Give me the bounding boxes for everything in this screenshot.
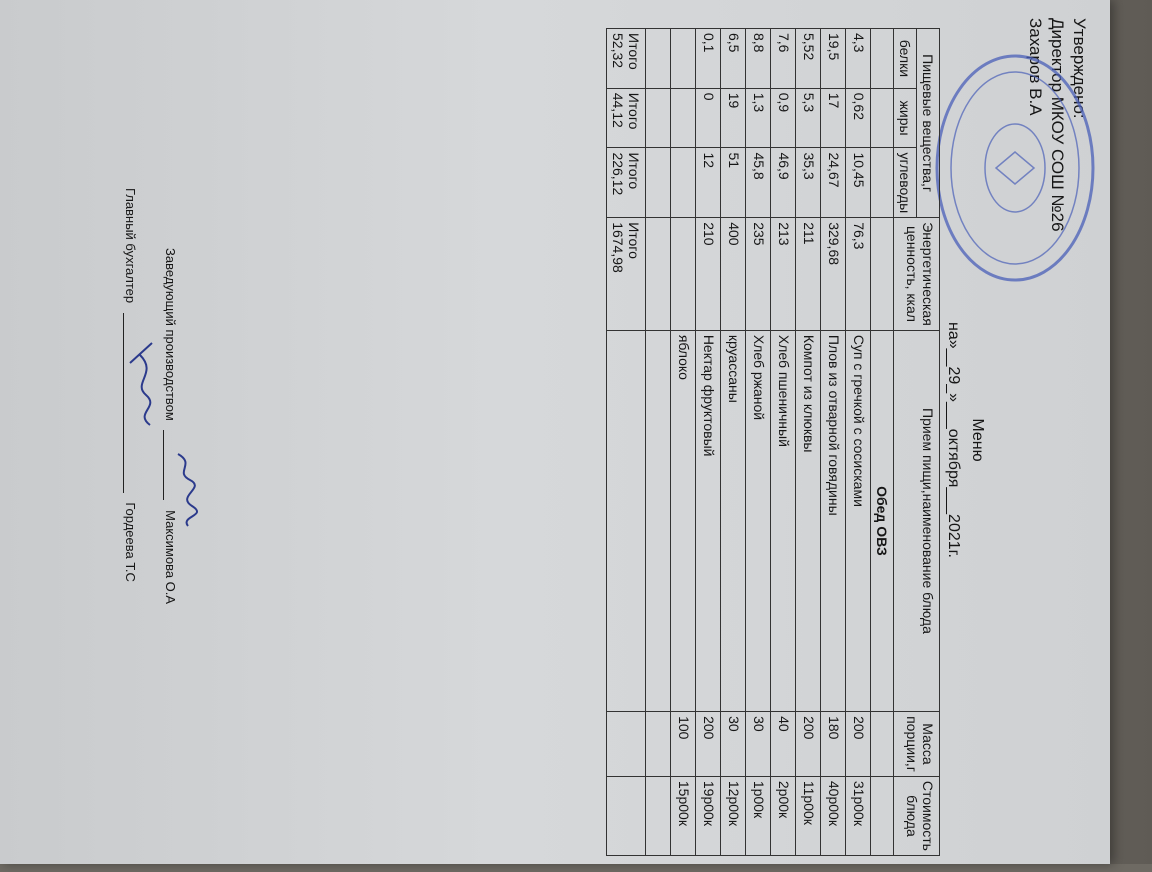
header-mass: Масса порции,г xyxy=(894,712,940,777)
table-row xyxy=(846,29,871,856)
cell-proteins xyxy=(646,29,671,89)
cell-mass xyxy=(646,712,671,777)
header-row xyxy=(917,29,940,856)
total-proteins: Итого 52,32 xyxy=(607,29,646,89)
table-row xyxy=(746,29,771,856)
cell-carbs: 51 xyxy=(721,148,746,218)
cell-proteins xyxy=(671,29,696,89)
cell-dish: Компот из клюквы xyxy=(796,330,821,711)
cell-mass: 200 xyxy=(846,712,871,777)
cell-mass: 100 xyxy=(671,712,696,777)
cell-fats: 5,3 xyxy=(796,88,821,148)
cell-energy: 76,3 xyxy=(846,218,871,331)
cell-mass: 30 xyxy=(721,712,746,777)
date-line: на»__29_»___октября___2021г. xyxy=(945,322,962,558)
cell-cost: 31р00к xyxy=(846,776,871,855)
cell-proteins: 4,3 xyxy=(846,29,871,89)
cell-fats xyxy=(671,88,696,148)
table-row xyxy=(696,29,721,856)
cell-dish: Нектар фруктовый xyxy=(696,330,721,711)
cell-cost: 12р00к xyxy=(721,776,746,855)
approval-line-3: Захаров В.А xyxy=(1026,18,1045,116)
cell-proteins: 5,52 xyxy=(796,29,821,89)
page-title: Меню xyxy=(969,418,986,462)
cell-carbs: 45,8 xyxy=(746,148,771,218)
cell-carbs: 12 xyxy=(696,148,721,218)
accountant-signature xyxy=(123,188,138,582)
table-row xyxy=(821,29,846,856)
cell-proteins: 0,1 xyxy=(696,29,721,89)
total-energy: Итого 1674,98 xyxy=(607,218,646,331)
cell-fats: 0 xyxy=(696,88,721,148)
cell-carbs: 46,9 xyxy=(771,148,796,218)
cell-dish: Плов из отварной говядины xyxy=(821,330,846,711)
cell-cost: 2р00к xyxy=(771,776,796,855)
cell-cost: 19р00к xyxy=(696,776,721,855)
cell-mass: 30 xyxy=(746,712,771,777)
cell-carbs xyxy=(646,148,671,218)
cell-fats: 0,62 xyxy=(846,88,871,148)
total-fats: Итого 44,12 xyxy=(607,88,646,148)
header-fats: жиры xyxy=(894,88,917,148)
cell-fats: 1,3 xyxy=(746,88,771,148)
header-carbs: углеводы xyxy=(894,148,917,218)
cell-energy: 329,68 xyxy=(821,218,846,331)
header-nutrients: Пищевые вещества,г xyxy=(917,29,940,218)
approval-block xyxy=(1024,18,1090,278)
cell-cost: 11р00к xyxy=(796,776,821,855)
cell-energy xyxy=(671,218,696,331)
cell-proteins: 7,6 xyxy=(771,29,796,89)
table-row xyxy=(721,29,746,856)
cell-mass: 180 xyxy=(821,712,846,777)
header-meal: Прием пищи,наименование блюда xyxy=(894,330,940,711)
menu-rows xyxy=(646,29,871,856)
cell-dish: круассаны xyxy=(721,330,746,711)
cell-cost: 15р00к xyxy=(671,776,696,855)
table-row xyxy=(646,29,671,856)
accountant-name: Гордеева Т.С xyxy=(123,502,138,582)
cell-dish xyxy=(646,330,671,711)
cell-proteins: 8,8 xyxy=(746,29,771,89)
approval-line-2: Директор МКОУ СОШ №26 xyxy=(1048,18,1067,232)
cell-cost: 40р00к xyxy=(821,776,846,855)
total-carbs: Итого 226,12 xyxy=(607,148,646,218)
cell-fats xyxy=(646,88,671,148)
cell-mass: 40 xyxy=(771,712,796,777)
handwritten-signature xyxy=(170,450,200,530)
cell-energy: 213 xyxy=(771,218,796,331)
cell-dish: яблоко xyxy=(671,330,696,711)
section-row xyxy=(871,29,894,856)
cell-energy xyxy=(646,218,671,331)
cell-carbs xyxy=(671,148,696,218)
section-title: Обед ОВЗ xyxy=(871,330,894,711)
cell-dish: Хлеб ржаной xyxy=(746,330,771,711)
cell-energy: 235 xyxy=(746,218,771,331)
cell-mass: 200 xyxy=(696,712,721,777)
cell-dish: Суп с гречкой с сосисками xyxy=(846,330,871,711)
production-signature xyxy=(163,248,178,604)
production-name: Максимова О.А xyxy=(163,510,178,605)
cell-energy: 210 xyxy=(696,218,721,331)
cell-fats: 19 xyxy=(721,88,746,148)
table-row xyxy=(771,29,796,856)
cell-carbs: 24,67 xyxy=(821,148,846,218)
table-row xyxy=(671,29,696,856)
cell-proteins: 6,5 xyxy=(721,29,746,89)
cell-fats: 0,9 xyxy=(771,88,796,148)
production-signature-line xyxy=(163,430,178,500)
menu-table xyxy=(606,28,940,856)
table-row xyxy=(796,29,821,856)
approval-line-1: Утверждено: xyxy=(1070,18,1089,119)
handwritten-signature xyxy=(126,333,160,433)
cell-cost xyxy=(646,776,671,855)
cell-energy: 211 xyxy=(796,218,821,331)
cell-energy: 400 xyxy=(721,218,746,331)
cell-carbs: 35,3 xyxy=(796,148,821,218)
cell-proteins: 19,5 xyxy=(821,29,846,89)
cell-mass: 200 xyxy=(796,712,821,777)
header-energy: Энергетическая ценность, ккал xyxy=(894,218,940,331)
cell-cost: 1р00к xyxy=(746,776,771,855)
cell-dish: Хлеб пшеничный xyxy=(771,330,796,711)
header-cost: Стоимость блюда xyxy=(894,776,940,855)
cell-fats: 17 xyxy=(821,88,846,148)
cell-carbs: 10,45 xyxy=(846,148,871,218)
accountant-label: Главный бухгалтер xyxy=(123,188,138,304)
header-proteins: белки xyxy=(894,29,917,89)
accountant-signature-line xyxy=(123,313,138,493)
menu-page xyxy=(68,8,1108,872)
totals-row xyxy=(607,29,646,856)
production-label: Заведующий производством xyxy=(163,248,178,421)
